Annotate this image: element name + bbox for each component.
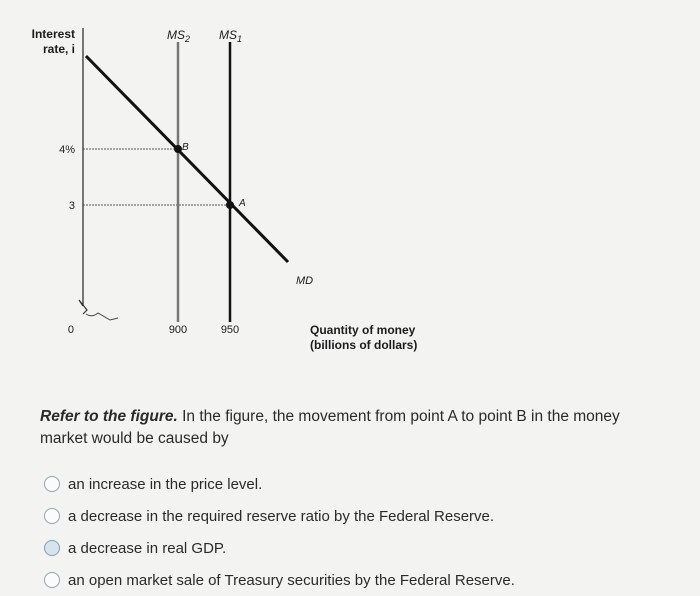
md-line <box>86 56 288 262</box>
option-label: an open market sale of Treasury securities by the Federal Reserve. <box>68 571 515 589</box>
ylabel-line2: rate, i <box>42 42 75 56</box>
ms2-label-sub: 2 <box>185 34 191 44</box>
ms1-label <box>219 28 242 44</box>
radio-icon[interactable] <box>44 540 60 556</box>
question-lead: Refer to the figure. <box>40 408 178 425</box>
point-b-marker <box>174 145 182 153</box>
ylabel-line1: Interest <box>31 27 75 41</box>
xlabel-line1: Quantity of money <box>310 323 416 337</box>
option-0[interactable] <box>44 468 515 500</box>
xlabel-line2: (billions of dollars) <box>310 338 418 352</box>
ms2-label <box>167 28 190 44</box>
md-label: MD <box>296 275 314 287</box>
ms2-label-text: MS <box>167 28 185 42</box>
ms1-label-text: MS <box>219 28 237 42</box>
radio-icon[interactable] <box>44 572 60 588</box>
option-label: a decrease in the required reserve ratio by the Federal Reserve. <box>68 507 495 525</box>
ytick-label-4: 4% <box>59 144 75 156</box>
radio-icon[interactable] <box>44 508 60 524</box>
option-2[interactable] <box>44 532 515 564</box>
xtick-label-900: 900 <box>168 324 188 336</box>
option-3[interactable] <box>44 564 515 596</box>
point-b-label: B <box>182 142 189 153</box>
xtick-label-950: 950 <box>220 324 240 336</box>
x-axis-break <box>86 313 118 320</box>
option-label: a decrease in real GDP. <box>68 539 227 557</box>
question-body: In the figure, the movement from point A to point B in the money market would be caused by <box>40 408 620 447</box>
ytick-label-3: 3 <box>68 200 75 212</box>
question-text <box>40 406 660 450</box>
ms1-label-sub: 1 <box>237 34 243 44</box>
option-label: an increase in the price level. <box>68 475 263 493</box>
point-a-label: A <box>239 198 246 209</box>
option-1[interactable] <box>44 500 515 532</box>
radio-icon[interactable] <box>44 476 60 492</box>
origin-label: 0 <box>67 324 74 336</box>
answer-options <box>44 468 515 596</box>
point-a-marker <box>226 201 234 209</box>
